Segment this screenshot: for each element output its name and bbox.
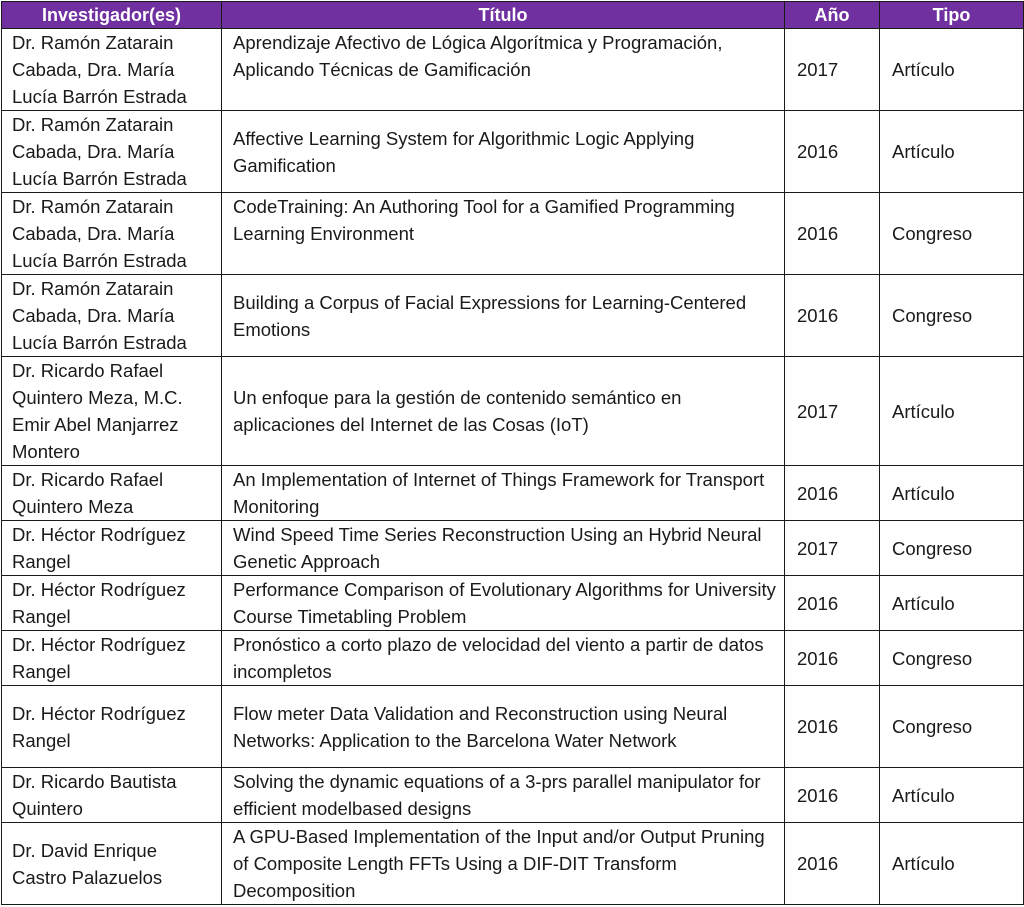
table-row xyxy=(2,823,1024,905)
cell-year: 2016 xyxy=(785,193,880,275)
cell-year: 2016 xyxy=(785,111,880,193)
cell-title: CodeTraining: An Authoring Tool for a Gamified Programming Learning Environment xyxy=(222,193,785,275)
header-year: Año xyxy=(785,2,880,29)
cell-investigators: Dr. David Enrique Castro Palazuelos xyxy=(2,823,222,905)
cell-title: Performance Comparison of Evolutionary Algorithms for University Course Timetabling Problem xyxy=(222,576,785,631)
cell-type: Artículo xyxy=(880,29,1024,111)
cell-investigators: Dr. Héctor Rodríguez Rangel xyxy=(2,521,222,576)
cell-title: Wind Speed Time Series Reconstruction Using an Hybrid Neural Genetic Approach xyxy=(222,521,785,576)
table-row xyxy=(2,29,1024,111)
cell-year: 2017 xyxy=(785,29,880,111)
header-title: Título xyxy=(222,2,785,29)
table-row xyxy=(2,576,1024,631)
cell-title: Solving the dynamic equations of a 3-prs parallel manipulator for efficient modelbased designs xyxy=(222,768,785,823)
cell-title: Aprendizaje Afectivo de Lógica Algorítmica y Programación, Aplicando Técnicas de Gamificación xyxy=(222,29,785,111)
cell-year: 2016 xyxy=(785,275,880,357)
table-row xyxy=(2,466,1024,521)
table-row xyxy=(2,631,1024,686)
cell-type: Congreso xyxy=(880,275,1024,357)
cell-investigators: Dr. Héctor Rodríguez Rangel xyxy=(2,576,222,631)
cell-title: Un enfoque para la gestión de contenido semántico en aplicaciones del Internet de las Cosas (IoT) xyxy=(222,357,785,466)
cell-type: Artículo xyxy=(880,111,1024,193)
cell-type: Artículo xyxy=(880,576,1024,631)
cell-title: Flow meter Data Validation and Reconstruction using Neural Networks: Application to the Barcelona Water Network xyxy=(222,686,785,768)
cell-type: Artículo xyxy=(880,768,1024,823)
cell-title: An Implementation of Internet of Things Framework for Transport Monitoring xyxy=(222,466,785,521)
cell-investigators: Dr. Ricardo Rafael Quintero Meza, M.C. Emir Abel Manjarrez Montero xyxy=(2,357,222,466)
cell-type: Artículo xyxy=(880,466,1024,521)
cell-type: Artículo xyxy=(880,823,1024,905)
cell-type: Congreso xyxy=(880,631,1024,686)
table-row xyxy=(2,686,1024,768)
cell-title: Affective Learning System for Algorithmic Logic Applying Gamification xyxy=(222,111,785,193)
cell-year: 2016 xyxy=(785,631,880,686)
cell-year: 2016 xyxy=(785,686,880,768)
cell-title: Pronóstico a corto plazo de velocidad del viento a partir de datos incompletos xyxy=(222,631,785,686)
table-row xyxy=(2,193,1024,275)
publications-table xyxy=(1,1,1024,905)
cell-investigators: Dr. Ramón Zatarain Cabada, Dra. María Lucía Barrón Estrada xyxy=(2,29,222,111)
table-row xyxy=(2,357,1024,466)
cell-year: 2016 xyxy=(785,576,880,631)
header-type: Tipo xyxy=(880,2,1024,29)
cell-investigators: Dr. Ramón Zatarain Cabada, Dra. María Lucía Barrón Estrada xyxy=(2,275,222,357)
cell-title: Building a Corpus of Facial Expressions for Learning-Centered Emotions xyxy=(222,275,785,357)
cell-year: 2016 xyxy=(785,768,880,823)
cell-title: A GPU-Based Implementation of the Input and/or Output Pruning of Composite Length FFTs Using a DIF-DIT Transform Decomposition xyxy=(222,823,785,905)
cell-year: 2017 xyxy=(785,357,880,466)
cell-investigators: Dr. Ramón Zatarain Cabada, Dra. María Lucía Barrón Estrada xyxy=(2,111,222,193)
table-row xyxy=(2,111,1024,193)
header-investigators: Investigador(es) xyxy=(2,2,222,29)
table-row xyxy=(2,521,1024,576)
cell-type: Congreso xyxy=(880,686,1024,768)
cell-type: Congreso xyxy=(880,193,1024,275)
cell-investigators: Dr. Héctor Rodríguez Rangel xyxy=(2,686,222,768)
table-row xyxy=(2,275,1024,357)
cell-investigators: Dr. Ricardo Bautista Quintero xyxy=(2,768,222,823)
cell-investigators: Dr. Ricardo Rafael Quintero Meza xyxy=(2,466,222,521)
cell-investigators: Dr. Ramón Zatarain Cabada, Dra. María Lucía Barrón Estrada xyxy=(2,193,222,275)
cell-year: 2016 xyxy=(785,466,880,521)
header-row xyxy=(2,2,1024,29)
cell-type: Artículo xyxy=(880,357,1024,466)
cell-year: 2017 xyxy=(785,521,880,576)
cell-type: Congreso xyxy=(880,521,1024,576)
cell-investigators: Dr. Héctor Rodríguez Rangel xyxy=(2,631,222,686)
table-row xyxy=(2,768,1024,823)
cell-year: 2016 xyxy=(785,823,880,905)
